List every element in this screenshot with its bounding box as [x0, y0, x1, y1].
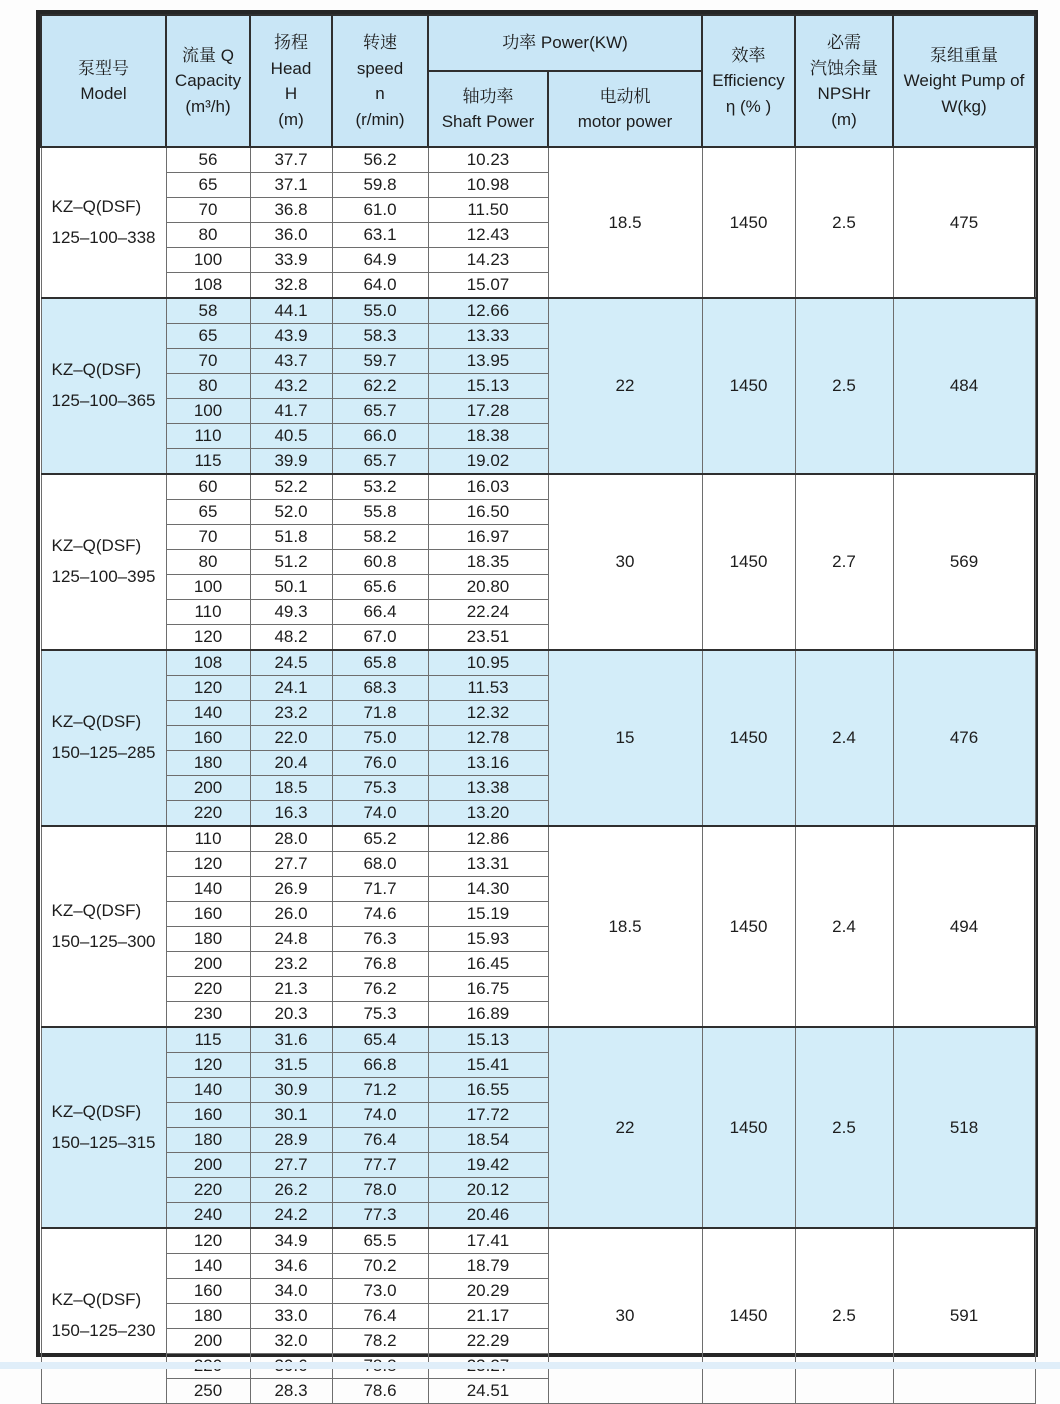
shaft-power-cell: 18.54 — [428, 1128, 548, 1153]
header-npshr-zh1: 必需 — [827, 33, 861, 52]
head-cell: 32.8 — [250, 273, 332, 299]
capacity-cell: 160 — [166, 726, 250, 751]
npshr-cell: 2.5 — [795, 147, 893, 298]
capacity-cell: 140 — [166, 701, 250, 726]
speed-cell: 68.0 — [332, 852, 428, 877]
head-cell: 33.0 — [250, 1304, 332, 1329]
speed-cell: 67.0 — [332, 625, 428, 651]
header-shaft-power-zh: 轴功率 — [462, 86, 514, 106]
speed-cell: 76.8 — [332, 952, 428, 977]
shaft-power-cell: 16.45 — [428, 952, 548, 977]
table-row — [41, 1228, 1035, 1254]
npshr-cell: 2.4 — [795, 650, 893, 826]
model-cell — [41, 1027, 166, 1228]
shaft-power-cell: 16.03 — [428, 474, 548, 500]
head-cell: 43.2 — [250, 374, 332, 399]
table-row — [41, 1027, 1035, 1053]
shaft-power-cell: 16.97 — [428, 525, 548, 550]
speed-cell: 58.2 — [332, 525, 428, 550]
table-row — [41, 147, 1035, 173]
shaft-power-cell: 22.24 — [428, 600, 548, 625]
motor-power-cell: 18.5 — [548, 147, 702, 298]
efficiency-cell: 1450 — [702, 1027, 795, 1228]
speed-cell: 66.4 — [332, 600, 428, 625]
capacity-cell: 180 — [166, 1128, 250, 1153]
head-cell: 27.7 — [250, 1153, 332, 1178]
head-cell: 24.1 — [250, 676, 332, 701]
page-bottom-edge — [0, 1362, 1060, 1369]
header-model-zh: 泵型号 — [78, 58, 129, 78]
shaft-power-cell: 18.79 — [428, 1254, 548, 1279]
weight-cell: 518 — [893, 1027, 1035, 1228]
model-line: 150–125–285 — [51, 743, 156, 762]
model-cell — [41, 147, 166, 298]
head-cell: 37.7 — [250, 147, 332, 173]
weight-cell: 476 — [893, 650, 1035, 826]
speed-cell: 78.0 — [332, 1178, 428, 1203]
head-cell: 18.5 — [250, 776, 332, 801]
motor-power-cell: 30 — [548, 1228, 702, 1404]
capacity-cell: 115 — [166, 1027, 250, 1053]
header-speed-sym: n — [375, 84, 385, 103]
shaft-power-cell: 10.95 — [428, 650, 548, 676]
header-shaft-power — [428, 71, 548, 147]
table-row — [41, 826, 1035, 852]
capacity-cell: 80 — [166, 550, 250, 575]
capacity-cell: 110 — [166, 424, 250, 449]
shaft-power-cell: 10.23 — [428, 147, 548, 173]
model-line: KZ–Q(DSF) — [51, 360, 142, 380]
weight-cell: 484 — [893, 298, 1035, 474]
shaft-power-cell: 12.43 — [428, 223, 548, 248]
head-cell: 23.2 — [250, 701, 332, 726]
efficiency-cell: 1450 — [702, 826, 795, 1027]
shaft-power-cell: 19.42 — [428, 1153, 548, 1178]
model-line: 150–125–315 — [51, 1132, 156, 1152]
speed-cell: 75.3 — [332, 1002, 428, 1028]
speed-cell: 71.2 — [332, 1078, 428, 1103]
motor-power-cell: 22 — [548, 1027, 702, 1228]
speed-cell: 71.8 — [332, 701, 428, 726]
speed-cell: 74.0 — [332, 801, 428, 827]
capacity-cell: 80 — [166, 374, 250, 399]
shaft-power-cell: 18.35 — [428, 550, 548, 575]
model-cell — [41, 650, 166, 826]
speed-cell: 62.2 — [332, 374, 428, 399]
shaft-power-cell: 13.16 — [428, 751, 548, 776]
capacity-cell: 70 — [166, 349, 250, 374]
header-capacity — [166, 15, 250, 147]
header-efficiency-sym: η (% ) — [725, 96, 772, 116]
efficiency-cell: 1450 — [702, 147, 795, 298]
shaft-power-cell: 13.31 — [428, 852, 548, 877]
head-cell: 23.2 — [250, 952, 332, 977]
header-weight — [893, 15, 1035, 147]
header-motor-power-en: motor power — [577, 112, 673, 131]
speed-cell: 60.8 — [332, 550, 428, 575]
head-cell: 43.9 — [250, 324, 332, 349]
head-cell: 28.0 — [250, 826, 332, 852]
speed-cell: 77.3 — [332, 1203, 428, 1229]
capacity-cell: 115 — [166, 449, 250, 475]
speed-cell: 71.7 — [332, 877, 428, 902]
head-cell: 37.1 — [250, 173, 332, 198]
model-line: KZ–Q(DSF) — [51, 196, 142, 216]
shaft-power-cell: 20.46 — [428, 1203, 548, 1229]
shaft-power-cell: 16.89 — [428, 1002, 548, 1028]
header-head-zh: 扬程 — [274, 33, 308, 52]
head-cell: 32.0 — [250, 1329, 332, 1354]
npshr-cell: 2.5 — [795, 1228, 893, 1404]
speed-cell: 58.3 — [332, 324, 428, 349]
capacity-cell: 200 — [166, 1329, 250, 1354]
model-cell — [41, 1228, 166, 1404]
speed-cell: 76.4 — [332, 1304, 428, 1329]
header-speed-unit: (r/min) — [355, 109, 405, 129]
shaft-power-cell: 14.30 — [428, 877, 548, 902]
header-efficiency-zh: 效率 — [731, 45, 766, 65]
npshr-cell: 2.5 — [795, 1027, 893, 1228]
speed-cell: 75.0 — [332, 726, 428, 751]
head-cell: 31.5 — [250, 1053, 332, 1078]
capacity-cell: 56 — [166, 147, 250, 173]
header-speed-en: speed — [356, 58, 404, 78]
weight-cell: 475 — [893, 147, 1035, 298]
motor-power-cell: 15 — [548, 650, 702, 826]
speed-cell: 56.2 — [332, 147, 428, 173]
capacity-cell: 58 — [166, 298, 250, 324]
npshr-cell: 2.5 — [795, 298, 893, 474]
shaft-power-cell: 20.12 — [428, 1178, 548, 1203]
capacity-cell: 120 — [166, 625, 250, 651]
header-motor-power — [548, 71, 702, 147]
head-cell: 24.8 — [250, 927, 332, 952]
capacity-cell: 230 — [166, 1002, 250, 1028]
shaft-power-cell: 17.72 — [428, 1103, 548, 1128]
head-cell: 20.4 — [250, 751, 332, 776]
header-motor-power-zh: 电动机 — [599, 86, 651, 106]
header-power-group — [428, 15, 702, 71]
header-weight-unit: W(kg) — [941, 96, 987, 116]
shaft-power-cell: 23.51 — [428, 625, 548, 651]
head-cell: 26.9 — [250, 877, 332, 902]
head-cell: 52.2 — [250, 474, 332, 500]
shaft-power-cell: 12.32 — [428, 701, 548, 726]
shaft-power-cell: 10.98 — [428, 173, 548, 198]
header-efficiency — [702, 15, 795, 147]
header-npshr-zh2: 汽蚀余量 — [810, 58, 878, 78]
weight-cell: 494 — [893, 826, 1035, 1027]
capacity-cell: 200 — [166, 776, 250, 801]
model-cell — [41, 826, 166, 1027]
head-cell: 51.8 — [250, 525, 332, 550]
header-capacity-en: Capacity — [174, 71, 242, 91]
model-line: KZ–Q(DSF) — [51, 1101, 142, 1121]
speed-cell: 65.7 — [332, 449, 428, 475]
speed-cell: 61.0 — [332, 198, 428, 223]
model-cell — [41, 474, 166, 650]
model-line: 125–100–338 — [51, 227, 156, 247]
header-head-sym: H — [284, 84, 298, 103]
speed-cell: 78.6 — [332, 1379, 428, 1404]
head-cell: 36.0 — [250, 223, 332, 248]
shaft-power-cell: 12.78 — [428, 726, 548, 751]
capacity-cell: 100 — [166, 248, 250, 273]
shaft-power-cell: 12.66 — [428, 298, 548, 324]
weight-cell: 569 — [893, 474, 1035, 650]
header-shaft-power-en: Shaft Power — [441, 112, 535, 131]
capacity-cell: 160 — [166, 902, 250, 927]
npshr-cell: 2.7 — [795, 474, 893, 650]
table-row — [41, 474, 1035, 500]
capacity-cell: 120 — [166, 1053, 250, 1078]
head-cell: 20.3 — [250, 1002, 332, 1028]
speed-cell: 73.0 — [332, 1279, 428, 1304]
capacity-cell: 220 — [166, 801, 250, 827]
spec-table — [40, 14, 1036, 1404]
head-cell: 30.9 — [250, 1078, 332, 1103]
shaft-power-cell: 11.53 — [428, 676, 548, 701]
capacity-cell: 240 — [166, 1203, 250, 1229]
model-line: KZ–Q(DSF) — [51, 536, 142, 556]
speed-cell: 65.7 — [332, 399, 428, 424]
shaft-power-cell: 16.50 — [428, 500, 548, 525]
speed-cell: 53.2 — [332, 474, 428, 500]
head-cell: 44.1 — [250, 298, 332, 324]
header-speed-zh: 转速 — [363, 33, 397, 52]
model-line: 150–125–230 — [51, 1321, 156, 1340]
shaft-power-cell: 12.86 — [428, 826, 548, 852]
shaft-power-cell: 15.41 — [428, 1053, 548, 1078]
table-header — [41, 15, 1035, 147]
speed-cell: 76.4 — [332, 1128, 428, 1153]
speed-cell: 74.6 — [332, 902, 428, 927]
speed-cell: 65.2 — [332, 826, 428, 852]
capacity-cell: 120 — [166, 852, 250, 877]
header-head — [250, 15, 332, 147]
speed-cell: 59.8 — [332, 173, 428, 198]
header-npshr-unit: (m) — [831, 109, 857, 129]
capacity-cell: 180 — [166, 751, 250, 776]
head-cell: 31.6 — [250, 1027, 332, 1053]
head-cell: 22.0 — [250, 726, 332, 751]
head-cell: 21.3 — [250, 977, 332, 1002]
capacity-cell: 180 — [166, 1304, 250, 1329]
header-npshr — [795, 15, 893, 147]
head-cell: 50.1 — [250, 575, 332, 600]
head-cell: 41.7 — [250, 399, 332, 424]
efficiency-cell: 1450 — [702, 650, 795, 826]
speed-cell: 55.0 — [332, 298, 428, 324]
model-line: KZ–Q(DSF) — [51, 900, 142, 920]
capacity-cell: 108 — [166, 273, 250, 299]
shaft-power-cell: 16.55 — [428, 1078, 548, 1103]
npshr-cell: 2.4 — [795, 826, 893, 1027]
shaft-power-cell: 17.28 — [428, 399, 548, 424]
shaft-power-cell: 15.13 — [428, 374, 548, 399]
header-head-en: Head — [270, 58, 312, 78]
capacity-cell: 250 — [166, 1379, 250, 1404]
motor-power-cell: 22 — [548, 298, 702, 474]
shaft-power-cell: 22.29 — [428, 1329, 548, 1354]
head-cell: 28.9 — [250, 1128, 332, 1153]
header-power-group-label: 功率 Power(KW) — [502, 33, 628, 53]
table-row — [41, 298, 1035, 324]
shaft-power-cell: 15.19 — [428, 902, 548, 927]
speed-cell: 65.6 — [332, 575, 428, 600]
head-cell: 33.9 — [250, 248, 332, 273]
speed-cell: 70.2 — [332, 1254, 428, 1279]
header-head-unit: (m) — [278, 109, 304, 129]
pump-performance-table — [36, 10, 1038, 1400]
capacity-cell: 100 — [166, 399, 250, 424]
shaft-power-cell: 13.95 — [428, 349, 548, 374]
speed-cell: 66.8 — [332, 1053, 428, 1078]
shaft-power-cell: 15.07 — [428, 273, 548, 299]
header-weight-en: Weight Pump of — [903, 71, 1025, 91]
shaft-power-cell: 11.50 — [428, 198, 548, 223]
shaft-power-cell: 21.17 — [428, 1304, 548, 1329]
shaft-power-cell: 17.41 — [428, 1228, 548, 1254]
capacity-cell: 110 — [166, 826, 250, 852]
header-speed — [332, 15, 428, 147]
capacity-cell: 120 — [166, 1228, 250, 1254]
speed-cell: 65.4 — [332, 1027, 428, 1053]
efficiency-cell: 1450 — [702, 474, 795, 650]
speed-cell: 64.0 — [332, 273, 428, 299]
head-cell: 39.9 — [250, 449, 332, 475]
model-line: KZ–Q(DSF) — [51, 712, 142, 732]
capacity-cell: 180 — [166, 927, 250, 952]
shaft-power-cell: 13.20 — [428, 801, 548, 827]
capacity-cell: 110 — [166, 600, 250, 625]
capacity-cell: 140 — [166, 877, 250, 902]
efficiency-cell: 1450 — [702, 298, 795, 474]
weight-cell: 591 — [893, 1228, 1035, 1404]
shaft-power-cell: 20.80 — [428, 575, 548, 600]
speed-cell: 76.0 — [332, 751, 428, 776]
capacity-cell: 200 — [166, 1153, 250, 1178]
head-cell: 52.0 — [250, 500, 332, 525]
head-cell: 28.3 — [250, 1379, 332, 1404]
capacity-cell: 160 — [166, 1279, 250, 1304]
shaft-power-cell: 15.93 — [428, 927, 548, 952]
speed-cell: 65.5 — [332, 1228, 428, 1254]
capacity-cell: 60 — [166, 474, 250, 500]
header-capacity-zh: 流量 Q — [182, 45, 234, 65]
model-line: 150–125–300 — [51, 931, 156, 951]
speed-cell: 76.2 — [332, 977, 428, 1002]
header-model-en: Model — [80, 84, 127, 103]
head-cell: 34.0 — [250, 1279, 332, 1304]
capacity-cell: 140 — [166, 1078, 250, 1103]
motor-power-cell: 30 — [548, 474, 702, 650]
capacity-cell: 140 — [166, 1254, 250, 1279]
speed-cell: 74.0 — [332, 1103, 428, 1128]
header-npshr-en: NPSHr — [817, 84, 871, 103]
speed-cell: 78.2 — [332, 1329, 428, 1354]
head-cell: 24.5 — [250, 650, 332, 676]
speed-cell: 75.3 — [332, 776, 428, 801]
head-cell: 24.2 — [250, 1203, 332, 1229]
head-cell: 26.0 — [250, 902, 332, 927]
capacity-cell: 120 — [166, 676, 250, 701]
model-line: 125–100–395 — [51, 567, 156, 586]
capacity-cell: 220 — [166, 1178, 250, 1203]
capacity-cell: 108 — [166, 650, 250, 676]
capacity-cell: 200 — [166, 952, 250, 977]
capacity-cell: 160 — [166, 1103, 250, 1128]
shaft-power-cell: 19.02 — [428, 449, 548, 475]
head-cell: 43.7 — [250, 349, 332, 374]
head-cell: 30.1 — [250, 1103, 332, 1128]
capacity-cell: 65 — [166, 500, 250, 525]
head-cell: 26.2 — [250, 1178, 332, 1203]
capacity-cell: 70 — [166, 525, 250, 550]
speed-cell: 66.0 — [332, 424, 428, 449]
speed-cell: 55.8 — [332, 500, 428, 525]
capacity-cell: 80 — [166, 223, 250, 248]
speed-cell: 64.9 — [332, 248, 428, 273]
speed-cell: 63.1 — [332, 223, 428, 248]
shaft-power-cell: 24.51 — [428, 1379, 548, 1404]
speed-cell: 76.3 — [332, 927, 428, 952]
head-cell: 16.3 — [250, 801, 332, 827]
header-capacity-unit: (m³/h) — [185, 96, 231, 116]
head-cell: 27.7 — [250, 852, 332, 877]
capacity-cell: 65 — [166, 173, 250, 198]
head-cell: 34.6 — [250, 1254, 332, 1279]
shaft-power-cell: 13.38 — [428, 776, 548, 801]
header-model — [41, 15, 166, 147]
efficiency-cell: 1450 — [702, 1228, 795, 1404]
motor-power-cell: 18.5 — [548, 826, 702, 1027]
capacity-cell: 70 — [166, 198, 250, 223]
head-cell: 36.8 — [250, 198, 332, 223]
shaft-power-cell: 20.29 — [428, 1279, 548, 1304]
speed-cell: 68.3 — [332, 676, 428, 701]
shaft-power-cell: 15.13 — [428, 1027, 548, 1053]
capacity-cell: 100 — [166, 575, 250, 600]
capacity-cell: 65 — [166, 324, 250, 349]
model-cell — [41, 298, 166, 474]
head-cell: 40.5 — [250, 424, 332, 449]
shaft-power-cell: 14.23 — [428, 248, 548, 273]
head-cell: 34.9 — [250, 1228, 332, 1254]
shaft-power-cell: 18.38 — [428, 424, 548, 449]
speed-cell: 65.8 — [332, 650, 428, 676]
header-weight-zh: 泵组重量 — [930, 45, 998, 65]
head-cell: 49.3 — [250, 600, 332, 625]
shaft-power-cell: 16.75 — [428, 977, 548, 1002]
table-row — [41, 650, 1035, 676]
head-cell: 48.2 — [250, 625, 332, 651]
table-body — [41, 147, 1035, 1404]
capacity-cell: 220 — [166, 977, 250, 1002]
head-cell: 51.2 — [250, 550, 332, 575]
header-efficiency-en: Efficiency — [712, 71, 785, 91]
model-line: KZ–Q(DSF) — [51, 1290, 142, 1310]
model-line: 125–100–365 — [51, 391, 156, 410]
speed-cell: 77.7 — [332, 1153, 428, 1178]
speed-cell: 59.7 — [332, 349, 428, 374]
shaft-power-cell: 13.33 — [428, 324, 548, 349]
